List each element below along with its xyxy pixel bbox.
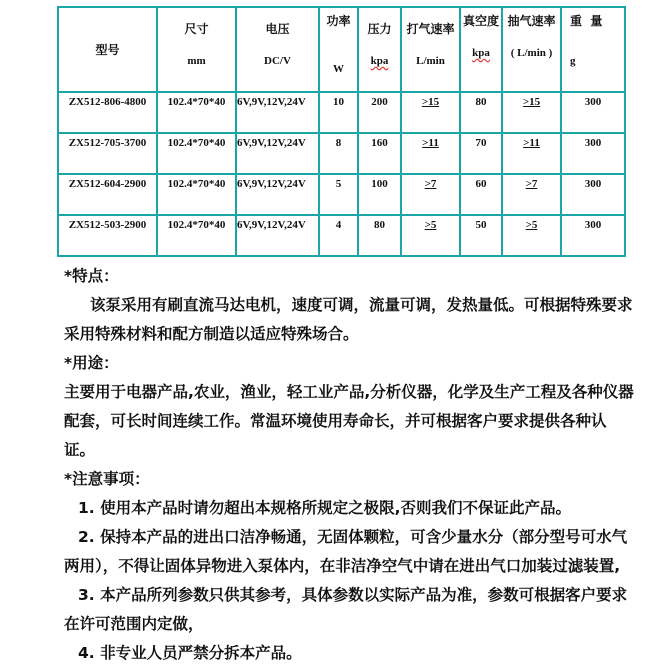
header-power [319, 7, 358, 92]
description-section [64, 262, 634, 668]
cell-size: 102.4*70*40 [157, 92, 236, 133]
cell-size: 102.4*70*40 [157, 215, 236, 256]
table-header-row [58, 7, 625, 92]
note-item: 2. 保持本产品的进出口洁净畅通，无固体颗粒，可含少量水分（部分型号可水气两用），不得让固体异物进入泵体内，在非洁净空气中请在进出气口加装过滤装置, [64, 528, 628, 575]
header-label: 功率 [326, 14, 351, 28]
cell-weight: 300 [561, 133, 625, 174]
header-vacuum [460, 7, 502, 92]
cell-model: ZX512-604-2900 [58, 174, 157, 215]
header-voltage [236, 7, 319, 92]
usage-body: 主要用于电器产品,农业，渔业，轻工业产品,分析仪器，化学及生产工程及各种仪器配套，可长时间连续工作。常温环境使用寿命长，并可根据客户要求提供各种认证。 [64, 383, 634, 459]
cell-vacuum: 60 [460, 174, 502, 215]
header-size [157, 7, 236, 92]
cell-model: ZX512-806-4800 [58, 92, 157, 133]
header-label: 尺寸 [184, 22, 209, 36]
cell-pressure: 80 [358, 215, 401, 256]
features-heading: *特点： [64, 267, 119, 285]
header-pump-rate [401, 7, 460, 92]
cell-voltage: 6V,9V,12V,24V [236, 215, 319, 256]
cell-model: ZX512-705-3700 [58, 133, 157, 174]
table-row [58, 133, 625, 174]
note-item: 4. 非专业人员严禁分拆本产品。 [78, 644, 302, 662]
header-label: 压力 [367, 22, 392, 36]
cell-voltage: 6V,9V,12V,24V [236, 92, 319, 133]
cell-vacuum: 50 [460, 215, 502, 256]
cell-pump-rate: >11 [401, 133, 460, 174]
spec-table [57, 6, 626, 257]
cell-power: 5 [319, 174, 358, 215]
header-label: 打气速率 [406, 22, 455, 36]
header-unit: W [333, 63, 344, 75]
header-unit: g [570, 55, 576, 67]
cell-suction-rate: >15 [502, 92, 561, 133]
cell-vacuum: 70 [460, 133, 502, 174]
cell-voltage: 6V,9V,12V,24V [236, 133, 319, 174]
table-row [58, 92, 625, 133]
header-label: 抽气速率 [507, 14, 556, 28]
header-unit: mm [187, 55, 206, 67]
table-row [58, 174, 625, 215]
header-label: 型号 [95, 43, 120, 57]
header-suction-rate [502, 7, 561, 92]
header-model [58, 7, 157, 92]
features-body: 该泵采用有刷直流马达电机，速度可调，流量可调，发热量低。可根据特殊要求采用特殊材料和配方制造以适应特殊场合。 [64, 296, 633, 343]
cell-pump-rate: >15 [401, 92, 460, 133]
header-label: 电压 [265, 22, 290, 36]
cell-suction-rate: >11 [502, 133, 561, 174]
cell-weight: 300 [561, 174, 625, 215]
cell-size: 102.4*70*40 [157, 174, 236, 215]
header-pressure [358, 7, 401, 92]
cell-model: ZX512-503-2900 [58, 215, 157, 256]
header-label: 真空度 [462, 14, 499, 28]
table-row [58, 215, 625, 256]
header-label: 重 量 [570, 14, 603, 28]
note-item: 3. 本产品所列参数只供其参考，具体参数以实际产品为准，参数可根据客户要求在许可范围内定做， [64, 586, 628, 633]
cell-power: 10 [319, 92, 358, 133]
cell-power: 4 [319, 215, 358, 256]
header-weight [561, 7, 625, 92]
header-unit: ( L/min ) [510, 47, 553, 59]
notes-heading: *注意事项： [64, 470, 150, 488]
cell-voltage: 6V,9V,12V,24V [236, 174, 319, 215]
cell-vacuum: 80 [460, 92, 502, 133]
cell-suction-rate: >7 [502, 174, 561, 215]
header-unit: DC/V [264, 55, 291, 67]
cell-suction-rate: >5 [502, 215, 561, 256]
cell-size: 102.4*70*40 [157, 133, 236, 174]
cell-weight: 300 [561, 215, 625, 256]
header-unit: L/min [416, 55, 445, 67]
cell-pump-rate: >7 [401, 174, 460, 215]
cell-weight: 300 [561, 92, 625, 133]
note-item: 1. 使用本产品时请勿超出本规格所规定之极限,否则我们不保证此产品。 [78, 499, 571, 517]
cell-pressure: 200 [358, 92, 401, 133]
header-unit: kpa [370, 55, 389, 67]
cell-pressure: 100 [358, 174, 401, 215]
cell-pressure: 160 [358, 133, 401, 174]
usage-heading: *用途： [64, 354, 119, 372]
cell-pump-rate: >5 [401, 215, 460, 256]
cell-power: 8 [319, 133, 358, 174]
header-unit: kpa [472, 47, 490, 59]
